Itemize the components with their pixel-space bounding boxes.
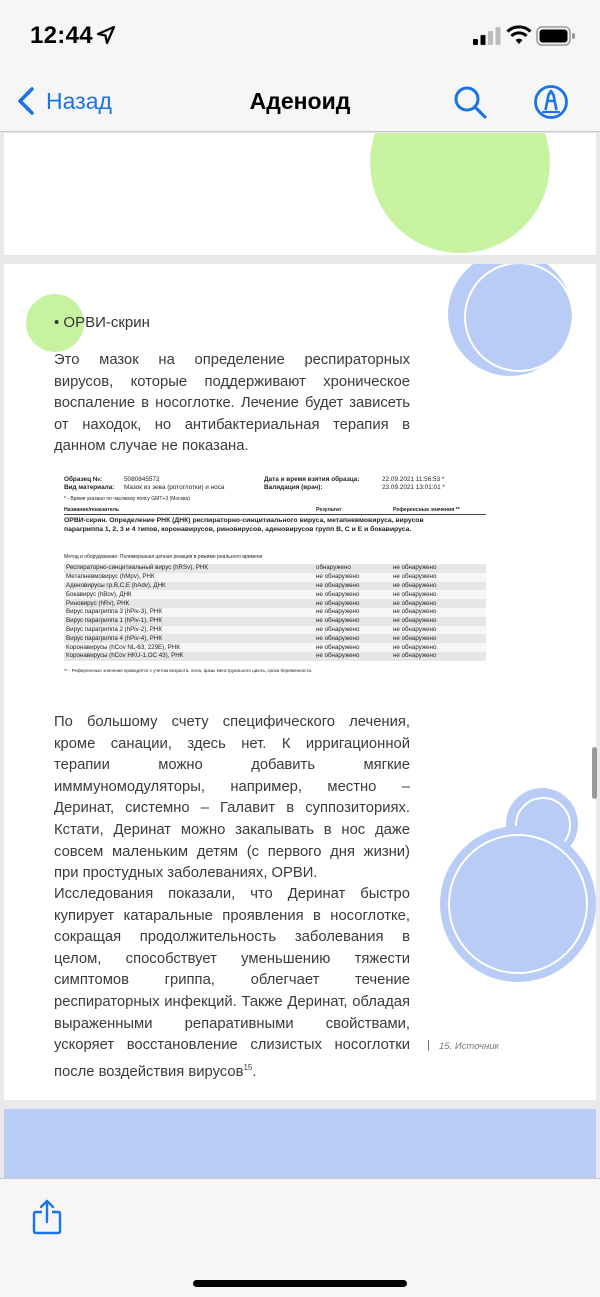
lab-results-table [64,564,486,661]
source-note [428,1040,499,1052]
battery-icon [536,26,576,46]
paragraph-text: Исследования показали, что Деринат быстро купирует катаральные проявления в носоглотке, сокращая продолжительность заболевания в целом, способствует уменьшению тяжести симптомов гриппа, облегчает течение респираторных инфекций. Также Деринат, обладая выраженными репаративными свойствами, ускоряет восстановление слизистых носоглотки после воздействия вирусов [54,886,410,1080]
lab-cell-ref: не обнаружено [391,582,486,591]
decorative-blue-ring [448,834,588,974]
section-heading: • ОРВИ-скрин [54,314,150,331]
paragraph: Это мазок на определение респираторных вирусов, которые поддерживают хроническое воспаление в носоглотке. Лечение будет зависеть от находок, но антибактериальная терапия в данном случае не показана. [54,352,410,455]
paragraph [54,884,410,1083]
lab-cell-name: Респираторно-синцитиальный вирус (hRSv), РНК [64,564,314,573]
lab-label: Вид материала: [64,484,115,491]
lab-cell-name: Метапневмовирус (hMpv), РНК [64,573,314,582]
decorative-green-circle [370,133,550,253]
page-title: Аденоид [249,88,351,114]
pdf-page [4,264,596,1100]
lab-result-row [64,652,486,661]
paragraph-end: . [252,1063,257,1080]
lab-test-title: ОРВИ-скрин. Определение РНК (ДНК) респираторно-синцитиального вируса, метапневмовируса, вирусов парагриппа 1, 2, 3 и 4 типов, коронавирусов, риновирусов, аденовирусов групп B, C и E и бокавируса. [64,517,424,533]
lab-cell-name: Бокавирус (hBov), ДНК [64,590,314,599]
lab-cell-result: не обнаружено [314,573,391,582]
lab-result-row [64,590,486,599]
lab-cell-name: Коронавирусы (hCov NL-63, 229E), РНК [64,643,314,652]
pdf-page [4,133,596,255]
lab-cell-result: не обнаружено [314,626,391,635]
lab-cell-ref: не обнаружено [391,599,486,608]
share-icon[interactable] [32,1199,62,1235]
lab-label: Валидация (врач): [264,484,323,491]
lab-result-row [64,634,486,643]
lab-cell-ref: не обнаружено [391,643,486,652]
lab-value: Мазок из зева (ротоглотки) и носа [124,484,225,491]
lab-cell-ref: не обнаружено [391,652,486,661]
lab-cell-result: обнаружено [314,564,391,573]
lab-cell-name: Вирус парагриппа 2 (hPiv-2), РНК [64,626,314,635]
lab-footnote: ** - Референсные значения приводятся с учетом возраста, пола, фазы менструального цикла, срока беременности. [64,668,313,673]
wifi-icon [506,24,532,46]
search-icon[interactable] [452,84,488,120]
navigation-bar [0,70,600,132]
cellular-signal-icon [473,27,501,45]
lab-cell-ref: не обнаружено [391,573,486,582]
location-arrow-icon [96,25,116,45]
lab-cell-ref: не обнаружено [391,617,486,626]
lab-result-row [64,564,486,573]
lab-cell-name: Коронавирусы (hCov HKU-1,OC 43), РНК [64,652,314,661]
lab-cell-name: Вирус парагриппа 3 (hPiv-3), РНК [64,608,314,617]
decorative-blue-ring [464,264,574,372]
lab-cell-result: не обнаружено [314,599,391,608]
paragraph: По большому счету специфического лечения, кроме санации, здесь нет. К ирригационной терапии можно добавить мягкие имммуномодуляторы, например, местно – Деринат, системно – Галавит в суппозиториях. Кстати, Деринат можно закапывать в нос даже совсем маленьким детям (с первого дня жизни) при простудных заболеваниях, ОРВИ. [54,714,410,882]
lab-cell-ref: не обнаружено [391,626,486,635]
lab-cell-result: не обнаружено [314,608,391,617]
back-label: Назад [46,87,112,114]
lab-cell-ref: не обнаружено [391,590,486,599]
footnote-ref: 15 [243,1062,253,1072]
status-time: 12:44 [30,22,93,49]
lab-cell-result: не обнаружено [314,617,391,626]
lab-label: Дата и время взятия образца: [264,476,360,483]
lab-result-row [64,608,486,617]
lab-result-row [64,617,486,626]
lab-result-row [64,626,486,635]
lab-method: Метод и оборудование: Полимеразная цепная реакция в режиме реального времени [64,554,263,560]
lab-note: * - Время указано по часовому поясу GMT+3 (Москва) [64,496,190,502]
lab-cell-name: Вирус парагриппа 4 (hPiv-4), РНК [64,634,314,643]
lab-cell-name: Вирус парагриппа 1 (hPiv-1), РНК [64,617,314,626]
lab-result-row [64,643,486,652]
lab-cell-ref: не обнаружено [391,634,486,643]
lab-value: 5080845572 [124,476,160,483]
lab-report-image [56,469,486,684]
lab-result-row [64,599,486,608]
lab-column-header: Референсные значения ** [393,507,460,513]
lab-column-header: Название/показатель [64,507,120,513]
lab-result-row [64,573,486,582]
lab-value: 23.09.2021 13:01:01 * [382,484,445,491]
status-bar [0,0,600,70]
lab-cell-result: не обнаружено [314,582,391,591]
lab-cell-result: не обнаружено [314,652,391,661]
lab-label: Образец №: [64,476,103,483]
lab-result-row [64,582,486,591]
lab-value: 22.09.2021 11:56:53 * [382,476,445,483]
lab-cell-result: не обнаружено [314,590,391,599]
home-indicator [193,1280,407,1287]
lab-cell-result: не обнаружено [314,643,391,652]
lab-column-header: Результат [316,507,342,513]
markup-pen-icon[interactable] [533,84,569,120]
scrollbar[interactable] [592,747,597,799]
lab-cell-name: Аденовирусы гр.B,C,E (hAdv), ДНК [64,582,314,591]
source-text: 15. Источник [439,1041,499,1052]
lab-cell-name: Риновирус (hRv), РНК [64,599,314,608]
lab-cell-ref: не обнаружено [391,564,486,573]
lab-cell-result: не обнаружено [314,634,391,643]
lab-cell-ref: не обнаружено [391,608,486,617]
pdf-page [4,1109,596,1178]
bottom-toolbar [0,1178,600,1297]
pdf-viewer[interactable] [0,133,600,1178]
